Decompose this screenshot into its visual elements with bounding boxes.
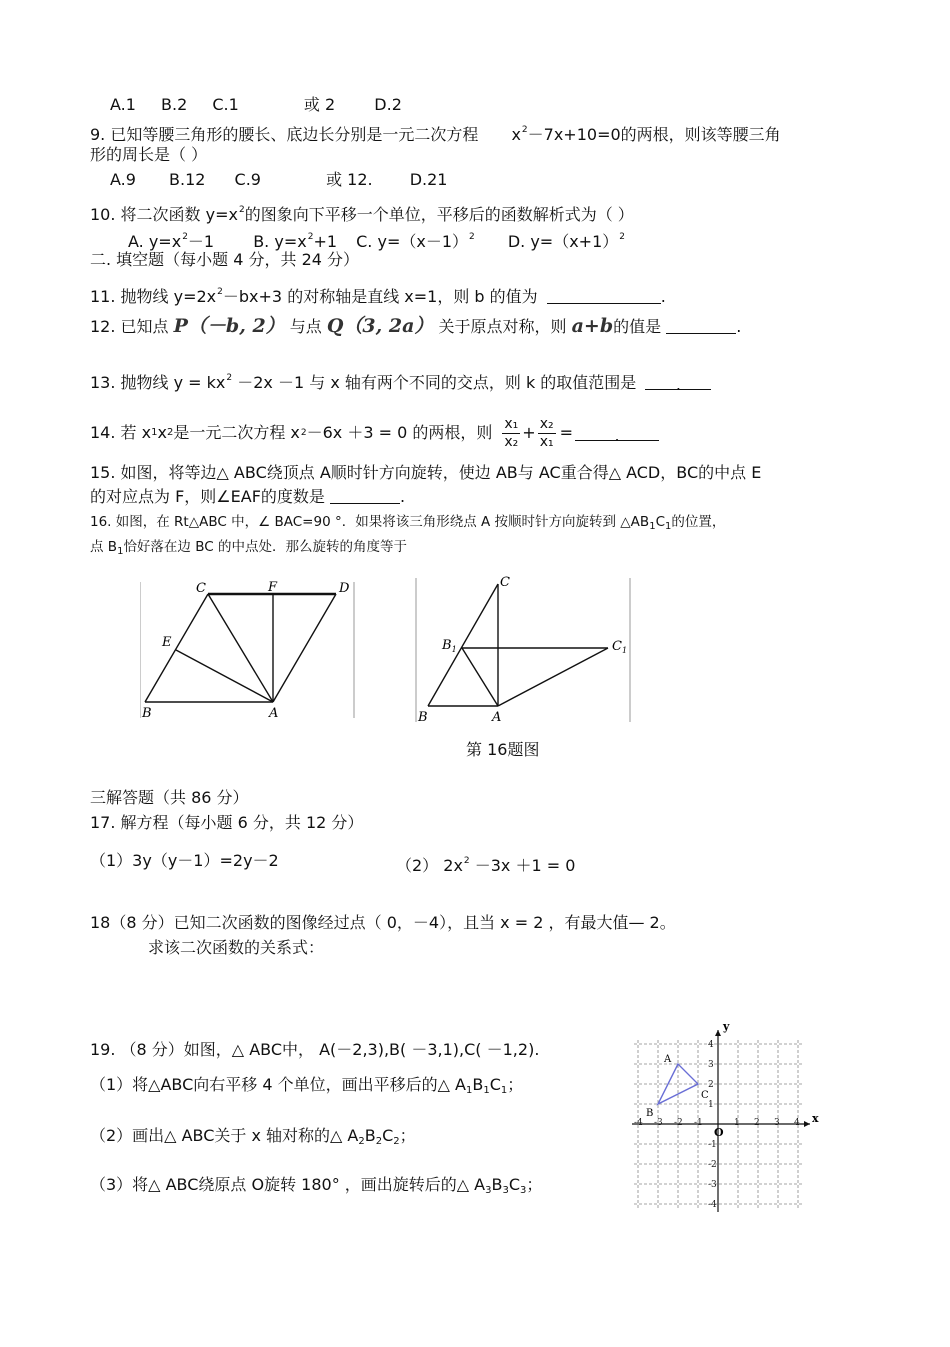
q15-answer-blank[interactable] (330, 489, 400, 504)
q9-line2: 形的周长是（ ） (90, 145, 208, 164)
q9-option-a: A.9 (110, 170, 136, 189)
q11-answer-blank[interactable] (547, 289, 661, 304)
q10-text: 10. 将二次函数 y=x (90, 205, 238, 224)
q10-option-a: A. $y=x^2-1$ (128, 232, 215, 251)
q12-point-q: Q（3, 2a） (326, 315, 434, 337)
q14-line: 14. 若 x 1 x 2 是一元二次方程 x 2 －6x ＋3 = 0 的两根，则 $\frac{\text{x₁}}{\text{x₂}}$ + $\frac{\text{x₂}}{\text{x₁}}$ = . (90, 408, 659, 458)
y-tick-label: 4 (708, 1040, 714, 1050)
y-tick-label: -3 (708, 1180, 717, 1190)
q13-rest: －2x －1 与 x 轴有两个不同的交点，则 k 的取值范围是 (232, 373, 637, 392)
q13-line (90, 368, 711, 393)
q19-part2: （2）画出△ ABC关于 x 轴对称的△ $A_2B_2C_2$； (90, 1126, 416, 1147)
y-tick-label: -1 (708, 1140, 717, 1150)
fig15-label-c: C (196, 581, 206, 596)
q11-line (90, 282, 666, 307)
q9-eq-rest: －7x+10=0的两根，则该等腰三角 (527, 125, 781, 144)
q8-option-b: B.2 (161, 95, 188, 114)
q9-options (110, 170, 447, 190)
q15-line2-text: 的对应点为 F，则∠EAF的度数是 (90, 487, 325, 506)
q14-mid: 是一元二次方程 x (173, 423, 300, 442)
vertex-label-a: A (664, 1054, 672, 1065)
q12-rest: 的值是 (613, 317, 662, 336)
fig16-label-b1: $B_1$ (442, 638, 457, 654)
figure-caption: 第 16题图 (466, 740, 540, 759)
y-tick-label: -4 (708, 1200, 717, 1210)
y-axis-arrow (715, 1030, 721, 1036)
q9-eq-exp: 2 (521, 125, 528, 135)
q8-options (110, 95, 402, 115)
figure-q15 (140, 578, 356, 718)
x-tick-label: 4 (794, 1118, 800, 1128)
q9-option-d: D.21 (409, 170, 448, 189)
q8-option-d: D.2 (374, 95, 402, 114)
q11-end: . (660, 287, 666, 306)
fig16-label-b: B (418, 710, 428, 722)
q8-option-c2: 或 2 (303, 95, 336, 114)
figure-q16 (414, 572, 634, 722)
q10-exp: 2 (238, 205, 245, 215)
y-tick-label: 1 (708, 1100, 714, 1110)
q16-line1-text: 16. 如图，在 Rt△ABC 中，∠ BAC=90 °．如果将该三角形绕点 A 按顺时针方向旋转到 △AB (90, 514, 650, 530)
q8-option-c: C.1 (212, 95, 239, 114)
q12-mid: 与点 (289, 317, 322, 336)
section3-heading: 三解答题（共 86 分） (90, 788, 249, 807)
q12-point-p: P（－b, 2） (173, 315, 285, 337)
section2-heading: 二. 填空题（每小题 4 分，共 24 分） (90, 250, 360, 269)
q19-part1: （1）将△ABC向右平移 4 个单位，画出平移后的△ $A_1B_1C_1$； (90, 1075, 524, 1096)
origin-label: O (714, 1126, 724, 1139)
q19-part3: （3）将△ ABC绕原点 O旋转 180° ，画出旋转后的△ $A_3B_3C_3$； (90, 1175, 543, 1196)
q14-fraction-1: $\frac{\text{x₁}}{\text{x₂}}$ (504, 415, 519, 450)
x-tick-label: -4 (634, 1118, 643, 1128)
q10-option-c: C. $y=(x-1)^2$ (356, 232, 475, 251)
q11-text: 11. 抛物线 y=2x (90, 287, 217, 306)
q9-option-c2: 或 12. (326, 170, 373, 189)
q14-text: 14. 若 x (90, 423, 152, 442)
q12-end: . (736, 317, 742, 336)
x-tick-label: 2 (754, 1118, 760, 1128)
q12-answer-blank[interactable] (666, 319, 736, 334)
q10-option-d: D. $y=(x+1)^2$ (507, 232, 625, 251)
x-axis-arrow (804, 1121, 810, 1127)
x-tick-label: -2 (674, 1118, 683, 1128)
q14-fraction-2: $\frac{\text{x₂}}{\text{x₁}}$ (539, 415, 554, 450)
q17-part2: （2） $2x^2 -3x +1 = 0$ (396, 856, 576, 875)
q14-answer-blank[interactable]: . (575, 426, 659, 441)
y-tick-label: 2 (708, 1080, 714, 1090)
q18-line1: 18（8 分）已知二次函数的图像经过点（ 0，－4），且当 x = 2 ，有最大值— 2。 (90, 913, 676, 932)
x-tick-label: -1 (694, 1118, 703, 1128)
q9-eq-x: x (511, 125, 521, 144)
q16-line2: 点 $B_1$恰好落在边 BC 的中点处．那么旋转的角度等于 (90, 539, 407, 557)
q17-title: 17. 解方程（每小题 6 分，共 12 分） (90, 813, 364, 832)
q17-part1: （1）3y（y－1）=2y－2 (90, 851, 279, 870)
q9-option-b: B.12 (169, 170, 206, 189)
x-tick-label: -3 (654, 1118, 663, 1128)
fig15-label-f: F (268, 580, 278, 595)
q14-eq: －6x ＋3 = 0 的两根，则 (306, 423, 493, 442)
y-tick-label: -2 (708, 1160, 717, 1170)
fig15-label-b: B (142, 706, 152, 718)
q10-options (128, 227, 625, 252)
q12-sum-ab: a+b (571, 315, 614, 337)
fig15-label-a: A (269, 706, 279, 718)
q13-text: 13. 抛物线 y = kx (90, 373, 226, 392)
q10-line (90, 200, 634, 225)
vertex-label-b: B (646, 1108, 654, 1119)
q15-line2: 的对应点为 F，则∠EAF的度数是 . (90, 487, 406, 506)
fig16-label-c: C (500, 575, 510, 590)
fig15-label-d: D (339, 581, 350, 596)
q11-rest: －bx+3 的对称轴是直线 x=1，则 b 的值为 (222, 287, 538, 306)
q8-option-a: A.1 (110, 95, 136, 114)
q9-text1: 9. 已知等腰三角形的腰长、底边长分别是一元二次方程 (90, 125, 479, 144)
fig15-label-e: E (162, 635, 172, 650)
x-tick-label: 3 (774, 1118, 780, 1128)
x-axis-label: x (812, 1112, 819, 1125)
q10-option-b: B. $y=x^2+1$ (253, 232, 338, 251)
q9-option-c: C.9 (234, 170, 261, 189)
q15-line1: 15. 如图，将等边△ ABC绕顶点 A顺时针方向旋转，使边 AB与 AC重合得△ ACD，BC的中点 E (90, 463, 762, 482)
x-tick-label: 1 (734, 1118, 740, 1128)
y-tick-label: 3 (708, 1060, 714, 1070)
q14-plus: + (522, 423, 536, 442)
q12-text: 12. 已知点 (90, 317, 169, 336)
q13-answer-blank[interactable]: . (645, 375, 711, 390)
vertex-label-c: C (701, 1090, 709, 1101)
fig16-label-c1: $C_1$ (612, 639, 628, 655)
q12-line (90, 316, 741, 337)
q16-line1: 16. 如图，在 Rt△ABC 中，∠ BAC=90 °．如果将该三角形绕点 A 按顺时针方向旋转到 $\triangle AB_1C_1$的位置， (90, 514, 726, 532)
q14-equals: = (559, 423, 573, 442)
q13-exp: 2 (226, 373, 233, 383)
y-axis-label: y (723, 1020, 730, 1033)
q10-text-rest: 的图象向下平移一个单位，平移后的函数解析式为（ ） (244, 205, 634, 224)
fig16-label-a: A (492, 710, 502, 722)
q11-exp: 2 (217, 287, 223, 297)
q12-mid2: 关于原点对称，则 (438, 317, 567, 336)
q19-line1: 19. （8 分）如图，△ ABC中， A(－2,3),B( －3,1),C( －1,2). (90, 1040, 540, 1059)
q18-line2: 求该二次函数的关系式： (148, 938, 325, 957)
q9-line1 (90, 120, 781, 145)
coordinate-grid (632, 1015, 822, 1215)
